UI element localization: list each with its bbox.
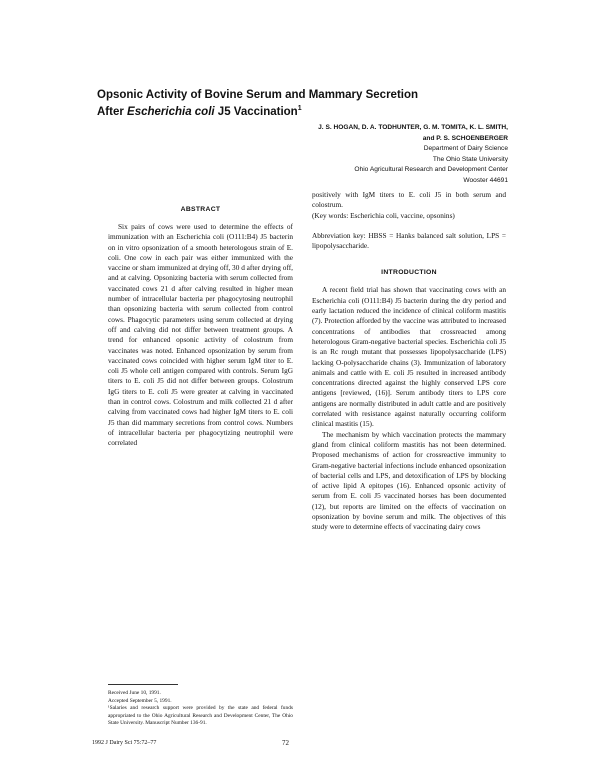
footnote-divider — [108, 684, 178, 685]
affiliation-department: Department of Dairy Science — [423, 145, 508, 152]
affiliation-university: The Ohio State University — [432, 155, 508, 163]
right-column — [312, 190, 506, 533]
abstract-text: Six pairs of cows were used to determine the effects of immunization with an Escherichia coli (O111:B4) J5 bacterin on in vitro opsonization of a smooth heterologous strain of E. coli. One cow in each pair was either immunized with the vaccine or sham immunized at drying off, 30 d after drying off, and at calving. Opsonizing bacteria with serum collected from vaccinated cows 21 d after calving resulted in higher mean number of intracellular bacteria per phagocytosing neutrophil than opsonizing bacteria with serum collected from control cows. Phagocytic parameters using serum collected at drying off and calving did not differ between treatment groups. A trend for enhanced opsonic activity of colostrum from vaccinates was noted. Enhanced opsonization by serum from vaccinated cows coincided with higher serum IgM titer to E. coli J5 whole cell antigen compared with controls. Serum IgG titers to E. coli J5 did not differ between groups. Colostrum IgG titers to E. coli J5 were greater at calving in vaccinated than in control cows. Colostrum and milk collected 21 d after calving from vaccinated cows had higher IgM titers to E. coli J5 than did mammary secretions from control cows. Numbers of intracellular bacteria per phagocytizing neutrophil were correlated — [108, 222, 293, 448]
author-names-line-1: J. S. HOGAN, D. A. TODHUNTER, G. M. TOMITA, K. L. SMITH, — [318, 124, 508, 131]
affiliation-center: Ohio Agricultural Research and Development Center — [354, 166, 508, 173]
introduction-paragraph-1: A recent field trial has shown that vaccinating cows with an Escherichia coli (O111:B4) J5 bacterin during the dry period and early lactation reduced the incidence of clinical coliform mastitis (7). Protection afforded by the vaccine was attributed to increased concentrations of antibodies that crossreacted among heterologous Gram-negative bacterial species. Escherichia coli J5 is an Rc rough mutant that possesses lipopolysaccharide (LPS) lacking O-polysaccharide chains (3). Immunization of laboratory animals and cattle with E. coli J5 resulted in increased antibody concentrations directed against the highly conserved LPS core antigens [reviewed, (16)]. Serum antibody titers to LPS core antigens are normally distributed in adult cattle and are positively correlated with resistance against naturally occurring coliform clinical mastitis (15). — [312, 285, 506, 429]
abbreviation-key: Abbreviation key: HBSS = Hanks balanced salt solution, LPS = lipopolysaccharide. — [312, 230, 506, 251]
page-number: 72 — [282, 739, 289, 747]
article-title — [97, 88, 517, 119]
keywords: (Key words: Escherichia coli, vaccine, opsonins) — [312, 210, 455, 220]
footnote-accepted: Accepted September 5, 1991. — [108, 697, 172, 704]
journal-citation: 1992 J Dairy Sci 75:72–77 — [92, 740, 157, 746]
title-line-2-suffix: J5 Vaccination — [214, 105, 298, 118]
title-footnote-mark: 1 — [297, 105, 302, 112]
author-names-line-2: and P. S. SCHOENBERGER — [422, 134, 508, 142]
abstract-continuation-block — [312, 190, 506, 221]
affiliation-city: Wooster 44691 — [463, 176, 508, 184]
abstract-continuation: positively with IgM titers to E. coli J5 in both serum and colostrum. — [312, 190, 506, 210]
footnote-received: Received June 10, 1991. — [108, 690, 161, 696]
introduction-paragraph-2: The mechanism by which vaccination protects the mammary gland from clinical coliform mastitis has not been determined. Proposed mechanisms of action for crossreactive immunity to Gram-negative bacterial infections include enhanced opsonization of bacterial cells and LPS, and detoxification of LPS by blocking of active lipid A epitopes (16). Enhanced opsonic activity of serum from E. coli J5 vaccinated horses has been documented (12), but reports are limited on the effects of vaccination on opsonization by bovine serum and milk. The objectives of this study were to determine effects of vaccinating dairy cows — [312, 429, 506, 532]
introduction-heading: INTRODUCTION — [381, 269, 437, 277]
title-organism: Escherichia coli — [127, 105, 215, 118]
title-line-1: Opsonic Activity of Bovine Serum and Mammary Secretion — [97, 89, 419, 101]
title-line-2-prefix: After — [97, 105, 128, 118]
author-block — [128, 123, 508, 186]
abstract-heading: ABSTRACT — [180, 206, 221, 213]
footnotes — [108, 690, 293, 728]
left-column — [108, 206, 293, 449]
title-line-2 — [97, 102, 517, 119]
footnote-support: ¹Salaries and research support were provided by the state and federal funds appropriated to the Ohio Agricultural Research and Development Center, The Ohio State University. Manuscript Number 136-91. — [108, 705, 293, 727]
